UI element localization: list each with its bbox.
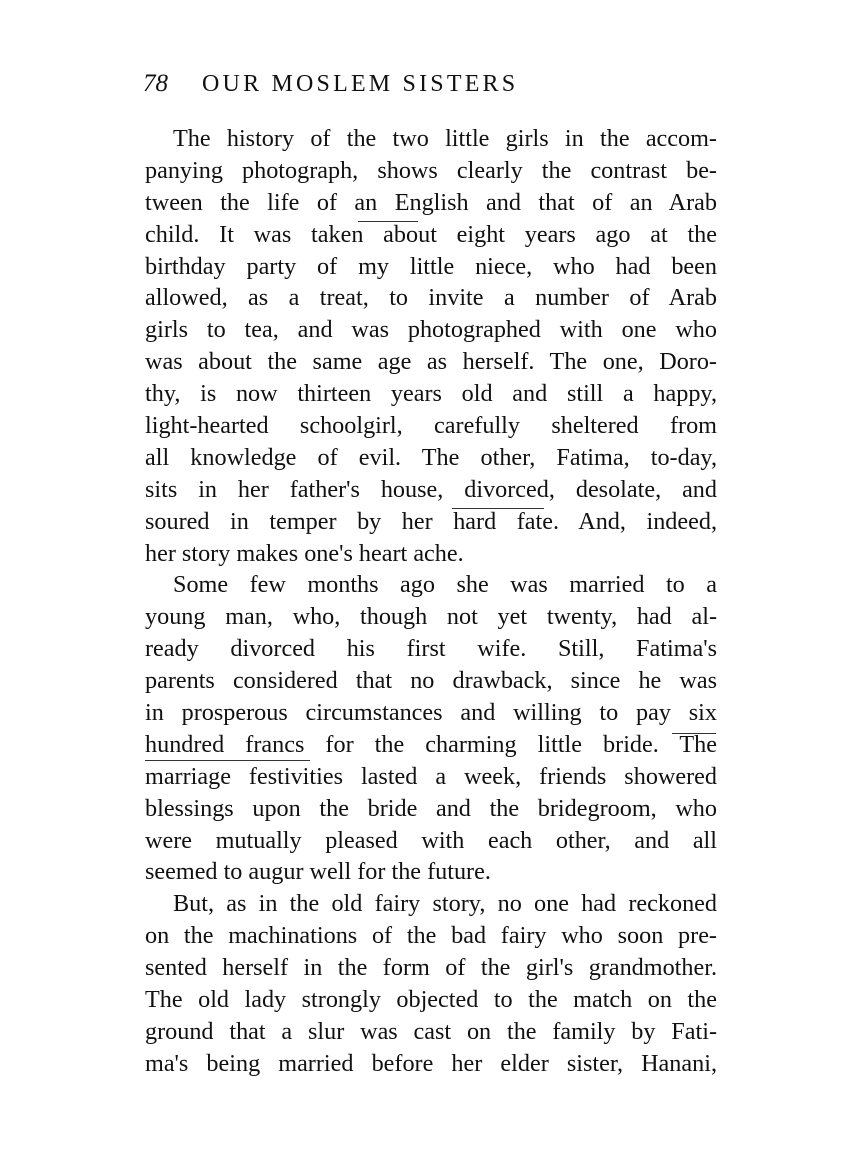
text-line: blessings upon the bride and the bridegroom, who [145, 794, 717, 822]
running-head [143, 70, 723, 110]
pencil-underline-hundred-francs [145, 760, 310, 761]
text-line: sits in her father's house, divorced, desolate, and [145, 475, 717, 503]
text-line: thy, is now thirteen years old and still a happy, [145, 380, 717, 408]
pencil-underline-six [672, 733, 716, 734]
text-line: ma's being married before her elder sister, Hanani, [145, 1049, 717, 1077]
text-line: hundred francs for the charming little bride. The [145, 730, 717, 758]
pencil-underline-english [358, 221, 418, 222]
text-line: The old lady strongly objected to the match on the [145, 986, 717, 1014]
text-line: all knowledge of evil. The other, Fatima, to-day, [145, 443, 717, 471]
text-line: The history of the two little girls in the accom- [173, 125, 717, 152]
text-line: was about the same age as herself. The one, Doro- [145, 348, 717, 376]
paragraph-1 [145, 123, 717, 569]
text-line: ready divorced his first wife. Still, Fatima's [145, 635, 717, 663]
pencil-underline-divorced [452, 508, 544, 509]
text-line: Some few months ago she was married to a [173, 571, 717, 599]
text-line: marriage festivities lasted a week, friends showered [145, 762, 717, 790]
paragraph-3 [145, 888, 717, 1079]
book-title: OUR MOSLEM SISTERS [202, 71, 519, 97]
text-line: on the machinations of the bad fairy who soon pre- [145, 922, 717, 950]
text-line: birthday party of my little niece, who had been [145, 252, 717, 280]
text-line: soured in temper by her hard fate. And, indeed, [145, 507, 717, 535]
text-line: ground that a slur was cast on the family by Fati- [145, 1017, 717, 1045]
text-line: tween the life of an English and that of an Arab [145, 188, 717, 216]
text-line: panying photograph, shows clearly the contrast be- [145, 156, 717, 184]
paragraph-2 [145, 569, 717, 888]
text-line: girls to tea, and was photographed with one who [145, 316, 717, 344]
text-line: allowed, as a treat, to invite a number of Arab [145, 284, 717, 312]
page-number: 78 [143, 70, 168, 97]
text-line: seemed to augur well for the future. [145, 858, 491, 886]
text-line: her story makes one's heart ache. [145, 539, 464, 567]
text-line: child. It was taken about eight years ago at the [145, 220, 717, 248]
body-text [145, 123, 717, 1080]
text-line: in prosperous circumstances and willing to pay six [145, 699, 717, 727]
text-line: were mutually pleased with each other, and all [145, 826, 717, 854]
text-line: young man, who, though not yet twenty, had al- [145, 603, 717, 631]
text-line: light-hearted schoolgirl, carefully sheltered from [145, 412, 717, 440]
text-line: But, as in the old fairy story, no one had reckoned [173, 890, 717, 918]
text-line: sented herself in the form of the girl's grandmother. [145, 954, 717, 982]
text-line: parents considered that no drawback, since he was [145, 667, 717, 695]
